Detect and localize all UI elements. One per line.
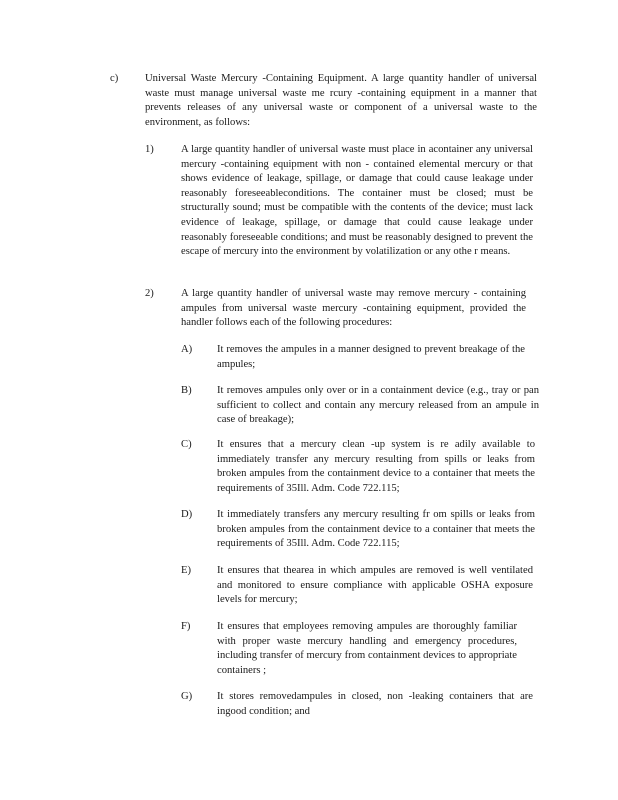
section-c-marker: c) bbox=[110, 73, 119, 84]
subitem-b-marker: B) bbox=[181, 385, 192, 396]
subitem-c-marker: C) bbox=[181, 439, 192, 450]
subitem-a-text: It removes the ampules in a manner designed to prevent breakage of the ampules; bbox=[217, 344, 525, 370]
subitem-e-text: It ensures that thearea in which ampules are removed is well ventilated and monitored to ensure compliance with applicable OSHA exposure levels for mercury; bbox=[217, 565, 533, 606]
subitem-b-text: It removes ampules only over or in a containment device (e.g., tray or pan sufficient to collect and contain any mercury released from an ampule in case of breakage); bbox=[217, 385, 539, 426]
subitem-a-marker: A) bbox=[181, 344, 193, 355]
item-2-text: A large quantity handler of universal waste may remove mercury - containing ampules from universal waste mercury -containing equipment, provided the handler follows each of the following procedures: bbox=[181, 288, 526, 329]
subitem-d-marker: D) bbox=[181, 509, 193, 520]
subitem-d-text: It immediately transfers any mercury resulting fr om spills or leaks from broken ampules from the containment device to a container that meets the requirements of 35Ill. Adm. Code 722.115; bbox=[217, 509, 535, 550]
item-2-marker: 2) bbox=[145, 288, 154, 299]
subitem-f-marker: F) bbox=[181, 621, 191, 632]
section-c-text: Universal Waste Mercury -Containing Equipment. A large quantity handler of universal waste must manage universal waste me rcury -containing equipment in a manner that prevents releases of any universal waste or component of a universal waste to the environment, as follows: bbox=[145, 73, 537, 128]
item-1-text: A large quantity handler of universal waste must place in acontainer any universal mercury -containing equipment with non - contained elemental mercury or that shows evidence of leakage, spillage, or damage that could cause leakage under reasonably foreseeableconditions. The container must be closed; must be structurally sound; must be compatible with the contents of the device; must lack evidence of leakage, spillage, or damage that could cause leakage under reasonably foreseeable conditions; and must be reasonably designed to prevent the escape of mercury into the environment by volatilization or any othe r means. bbox=[181, 144, 533, 258]
subitem-c-text: It ensures that a mercury clean -up system is re adily available to immediately transfer any mercury resulting from spills or leaks from broken ampules from the containment device to a container that meets the requirements of 35Ill. Adm. Code 722.115; bbox=[217, 439, 535, 494]
item-1-marker: 1) bbox=[145, 144, 154, 155]
subitem-g-text: It stores removedampules in closed, non -leaking containers that are ingood condition; and bbox=[217, 691, 533, 717]
subitem-e-marker: E) bbox=[181, 565, 191, 576]
subitem-f-text: It ensures that employees removing ampules are thoroughly familiar with proper waste mercury handling and emergency procedures, including transfer of mercury from containment devices to appropriate containers ; bbox=[217, 621, 517, 676]
subitem-g-marker: G) bbox=[181, 691, 193, 702]
